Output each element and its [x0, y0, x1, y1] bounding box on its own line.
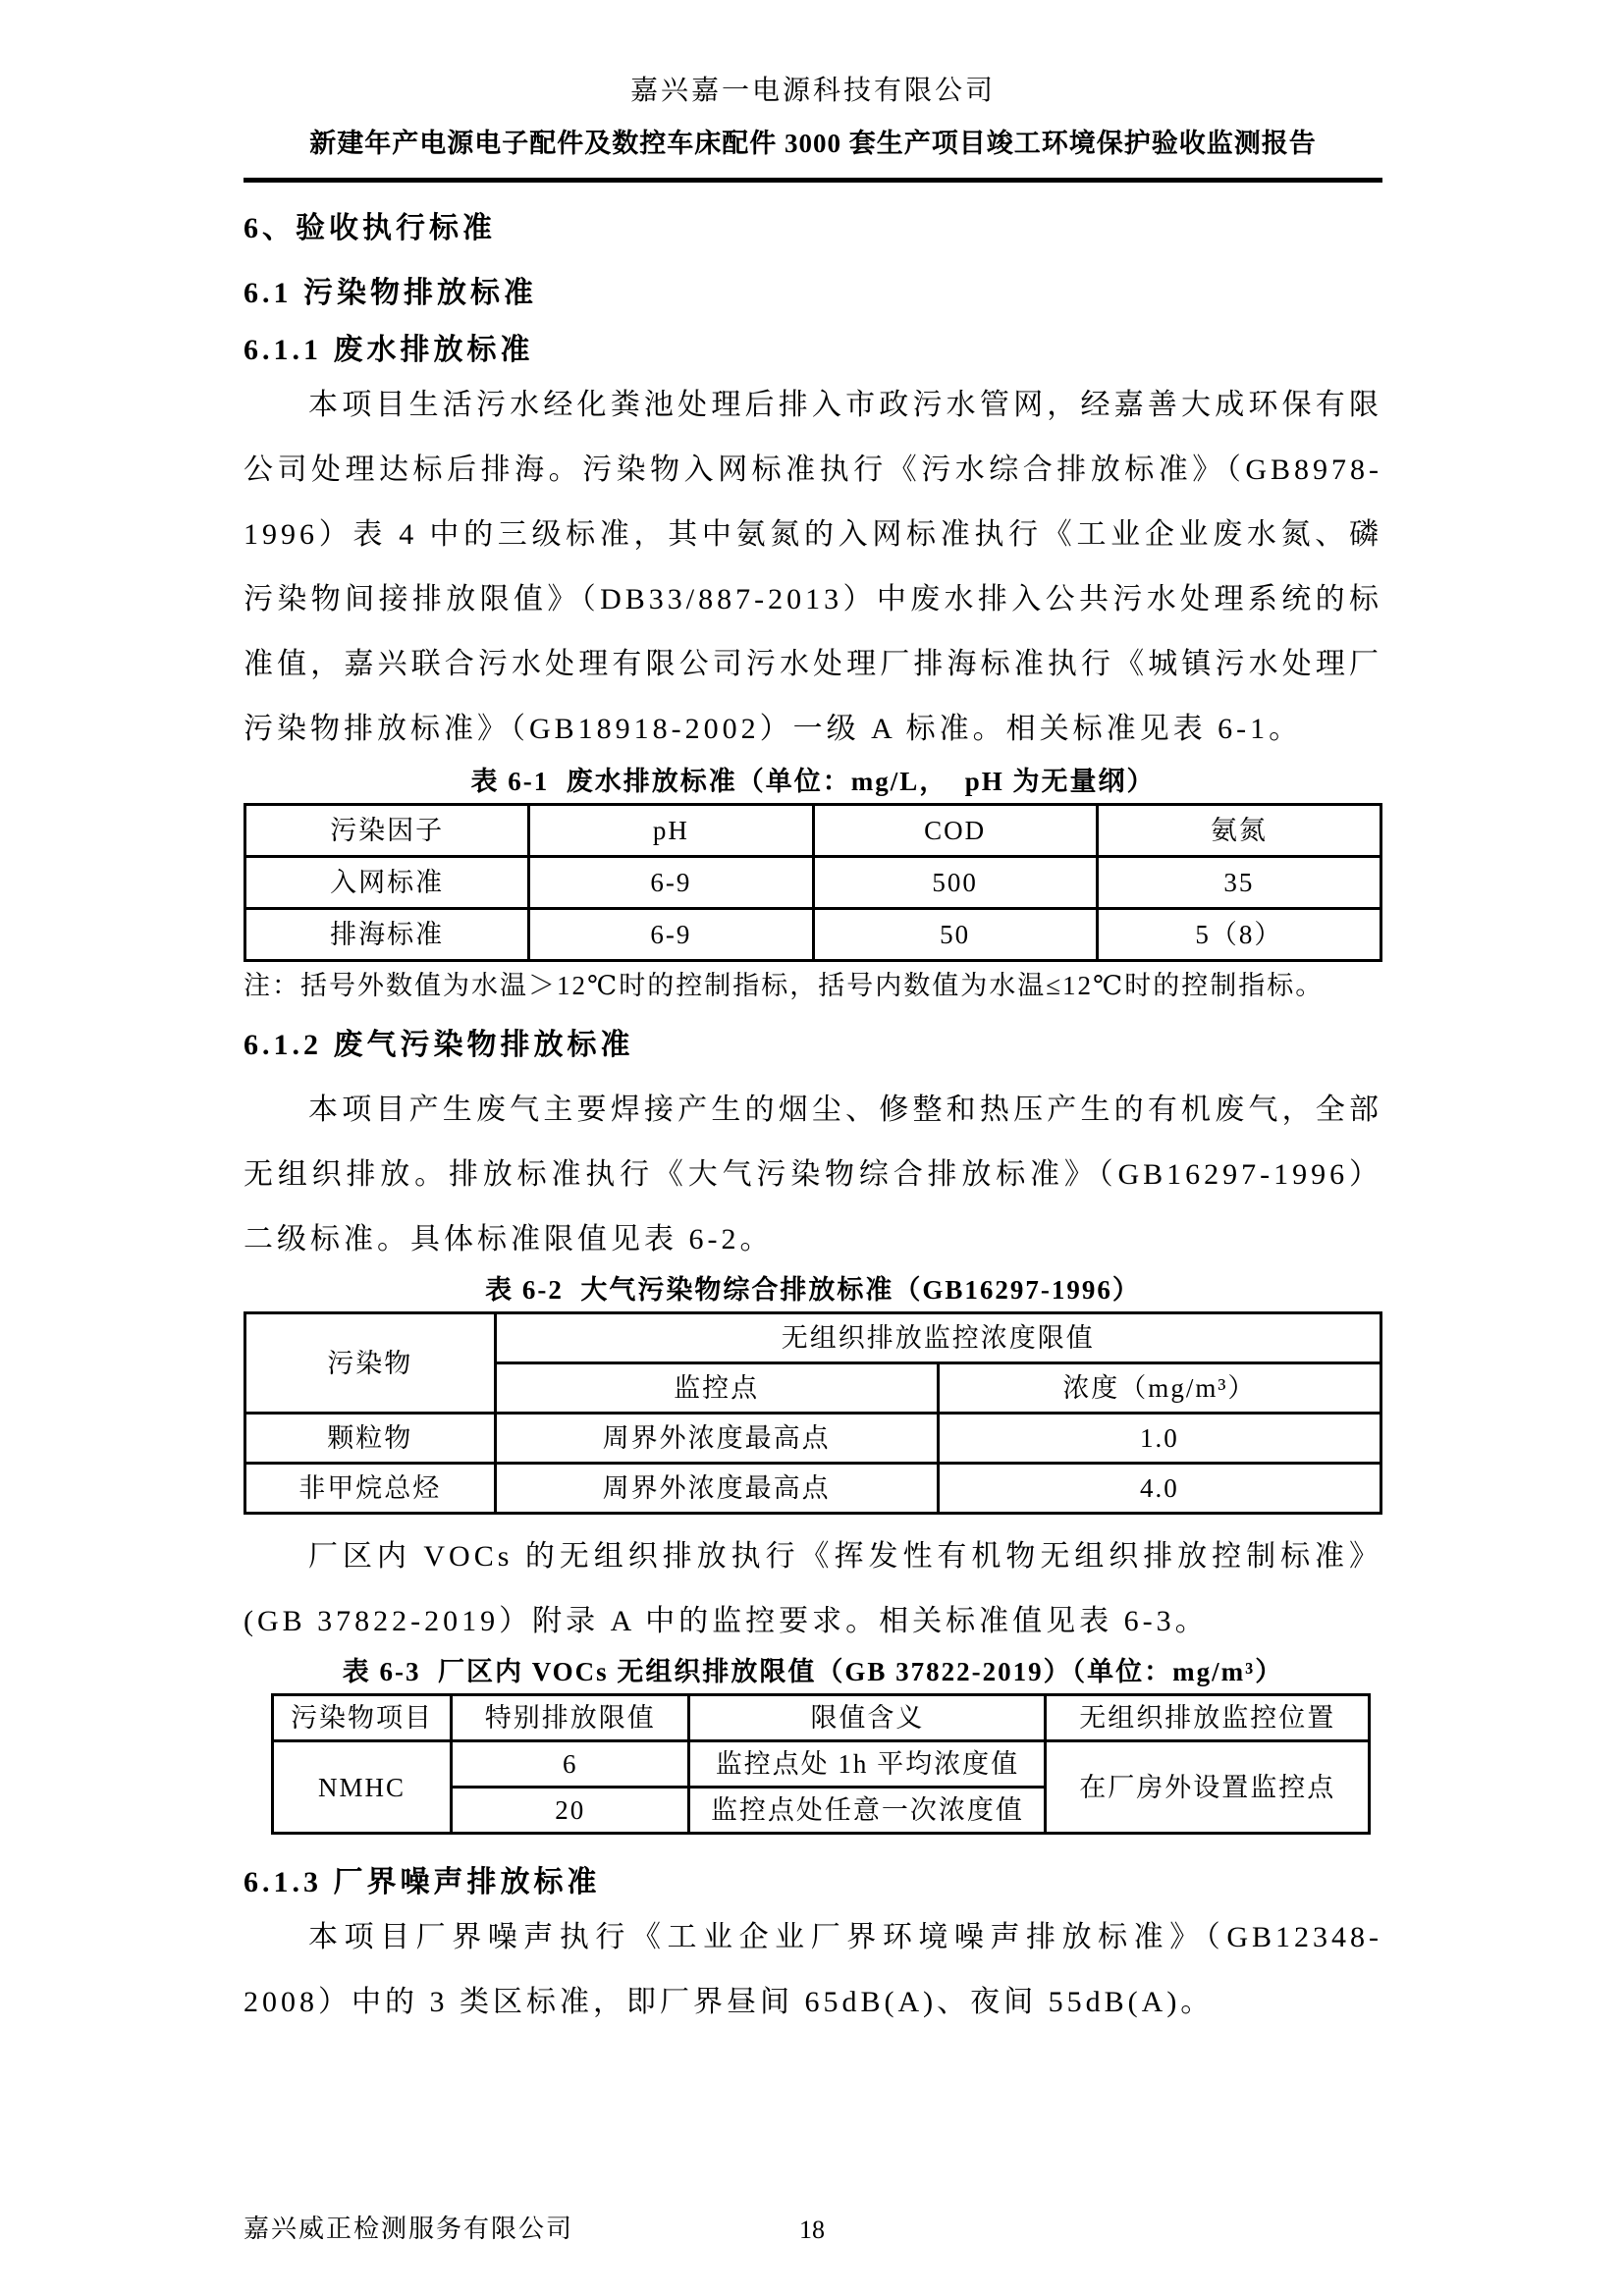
t63-cell: 监控点处任意一次浓度值: [689, 1788, 1046, 1834]
table-6-1-note: 注：括号外数值为水温＞12℃时的控制指标，括号内数值为水温≤12℃时的控制指标。: [244, 971, 1325, 1000]
header-divider: [244, 178, 1382, 183]
t62-pollutant-header-cell: 污染物: [245, 1313, 496, 1414]
table-6-3-vocs-limits: [271, 1693, 1371, 1835]
header-report-title: 新建年产电源电子配件及数控车床配件 3000 套生产项目竣工环境保护验收监测报告: [309, 129, 1317, 158]
table-row: [245, 1464, 1381, 1514]
page-number: 18: [799, 2216, 825, 2244]
t63-cell: 监控点处 1h 平均浓度值: [689, 1741, 1046, 1788]
t62-cell: 4.0: [938, 1464, 1380, 1514]
t62-group-header-cell: 无组织排放监控浓度限值: [495, 1313, 1380, 1363]
table-row: [245, 909, 1381, 961]
t63-location-cell: 在厂房外设置监控点: [1046, 1741, 1370, 1834]
paragraph-vocs-standard: 厂区内 VOCs 的无组织排放执行《挥发性有机物无组织排放控制标准》(GB 37822-2019）附录 A 中的监控要求。相关标准值见表 6-3。: [244, 1540, 1382, 1637]
table-row: [245, 857, 1381, 909]
paragraph-noise-standard: 本项目厂界噪声执行《工业企业厂界环境噪声排放标准》（GB12348-2008）中的 3 类区标准，即厂界昼间 65dB(A)、夜间 55dB(A)。: [244, 1921, 1382, 2018]
t62-cell: 周界外浓度最高点: [495, 1414, 938, 1464]
t61-cell: 6-9: [529, 909, 813, 961]
section-heading-6-1-1: 6.1.1 废水排放标准: [244, 334, 534, 366]
section-heading-6-1-2: 6.1.2 废气污染物排放标准: [244, 1029, 634, 1061]
table-row: [245, 1414, 1381, 1464]
t61-header-cell: pH: [529, 805, 813, 857]
table-6-2-caption: 表 6-2 大气污染物综合排放标准（GB16297-1996）: [485, 1275, 1141, 1305]
t61-cell: 排海标准: [245, 909, 529, 961]
t63-pollutant-cell: NMHC: [273, 1741, 452, 1834]
t61-cell: 入网标准: [245, 857, 529, 909]
section-heading-6-1-3: 6.1.3 厂界噪声排放标准: [244, 1866, 601, 1898]
t62-cell: 颗粒物: [245, 1414, 496, 1464]
t63-header-cell: 污染物项目: [273, 1695, 452, 1741]
page-header: [244, 69, 1382, 183]
footer-company-name: 嘉兴威正检测服务有限公司: [244, 2215, 574, 2243]
table-6-1-caption: 表 6-1 废水排放标准（单位：mg/L， pH 为无量纲）: [470, 767, 1156, 796]
t61-header-cell: 污染因子: [245, 805, 529, 857]
table-6-1-wastewater-standards: [244, 803, 1382, 962]
t63-header-cell: 无组织排放监控位置: [1046, 1695, 1370, 1741]
t63-header-cell: 限值含义: [689, 1695, 1046, 1741]
t61-cell: 35: [1097, 857, 1380, 909]
t62-cell: 周界外浓度最高点: [495, 1464, 938, 1514]
table-6-3-caption: 表 6-3 厂区内 VOCs 无组织排放限值（GB 37822-2019）（单位：mg/m³）: [342, 1657, 1284, 1686]
t61-cell: 500: [813, 857, 1097, 909]
t61-header-cell: COD: [813, 805, 1097, 857]
t62-subheader-cell: 监控点: [495, 1363, 938, 1414]
t61-cell: 5（8）: [1097, 909, 1380, 961]
t62-cell: 非甲烷总烃: [245, 1464, 496, 1514]
header-company-name: 嘉兴嘉一电源科技有限公司: [629, 76, 996, 106]
paragraph-waste-gas-standard: 本项目产生废气主要焊接产生的烟尘、修整和热压产生的有机废气，全部无组织排放。排放标准执行《大气污染物综合排放标准》（GB16297-1996）二级标准。具体标准限值见表 6-2。: [244, 1094, 1382, 1255]
table-row: [273, 1741, 1370, 1788]
section-heading-6: 6、验收执行标准: [244, 212, 496, 244]
t61-cell: 50: [813, 909, 1097, 961]
table-row: [245, 805, 1381, 857]
t62-cell: 1.0: [938, 1414, 1380, 1464]
t63-header-cell: 特别排放限值: [452, 1695, 689, 1741]
table-row: [245, 1313, 1381, 1363]
t61-header-cell: 氨氮: [1097, 805, 1380, 857]
t63-cell: 6: [452, 1741, 689, 1788]
t62-subheader-cell: 浓度（mg/m³）: [938, 1363, 1380, 1414]
table-row: [273, 1695, 1370, 1741]
t61-cell: 6-9: [529, 857, 813, 909]
t63-cell: 20: [452, 1788, 689, 1834]
paragraph-wastewater-standard: 本项目生活污水经化粪池处理后排入市政污水管网，经嘉善大成环保有限公司处理达标后排海。污染物入网标准执行《污水综合排放标准》（GB8978-1996）表 4 中的三级标准，其中氨氮的入网标准执行《工业企业废水氮、磷污染物间接排放限值》（DB33/887-2013）中废水排入公共污水处理系统的标准值，嘉兴联合污水处理有限公司污水处理厂排海标准执行《城镇污水处理厂污染物排放标准》（GB18918-2002）一级 A 标准。相关标准见表 6-1。: [244, 389, 1382, 745]
table-6-2-air-pollutant-standards: [244, 1311, 1382, 1515]
section-heading-6-1: 6.1 污染物排放标准: [244, 277, 537, 309]
